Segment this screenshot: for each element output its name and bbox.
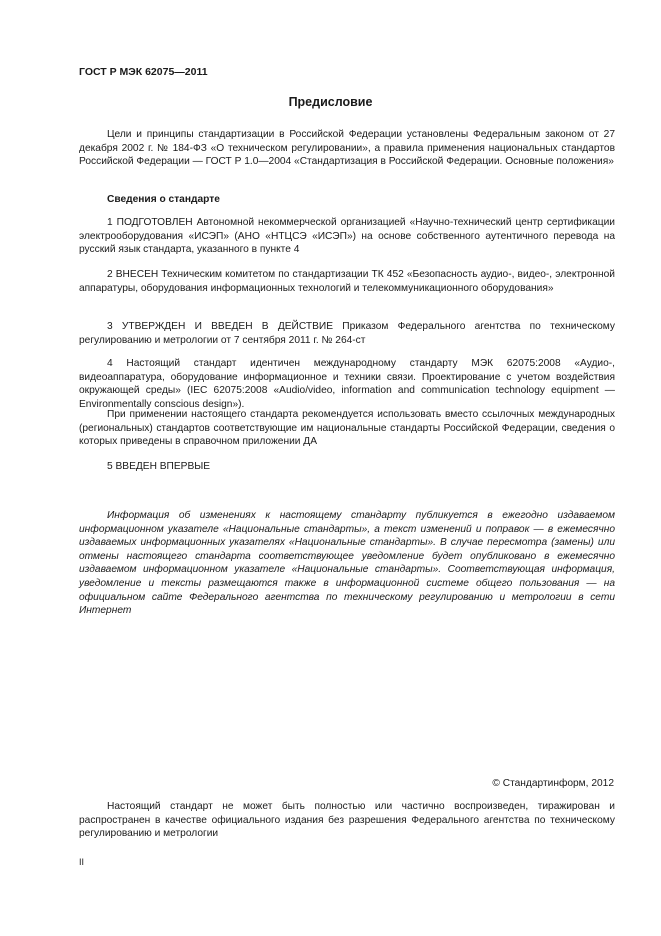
item-4-note-paragraph: При применении настоящего стандарта рекомендуется использовать вместо ссылочных международных (региональных) стандартов соответствующие им национальные стандарты Российской Федерации, сведения о которых приведены в справочном приложении ДА — [79, 409, 615, 448]
item-1-paragraph: 1 ПОДГОТОВЛЕН Автономной некоммерческой организацией «Научно-технический центр сертификации электрооборудования «ИСЭП» (АНО «НТЦСЭ «ИСЭП») на основе собственного аутентичного перевода на русский язык стандарта, указанного в пункте 4 — [79, 217, 615, 256]
notice-paragraph: Информация об изменениях к настоящему стандарту публикуется в ежегодно издаваемом информационном указателе «Национальные стандарты», а текст изменений и поправок — в ежемесячно издаваемых информационных указателях «Национальные стандарты». В случае пересмотра (замены) или отмены настоящего стандарта соответствующее уведомление будет опубликовано в ежемесячно издаваемом информационном указателе «Национальные стандарты». Соответствующая информация, уведомление и тексты размещаются также в информационной системе общего пользования — на официальном сайте Федерального агентства по техническому регулированию и метрологии в сети Интернет — [79, 510, 615, 617]
item-3-paragraph: 3 УТВЕРЖДЕН И ВВЕДЕН В ДЕЙСТВИЕ Приказом Федерального агентства по техническому регулированию и метрологии от 7 сентября 2011 г. № 264-ст — [79, 321, 615, 346]
page-title: Предисловие — [288, 95, 373, 109]
item-4-paragraph: 4 Настоящий стандарт идентичен международному стандарту МЭК 62075:2008 «Аудио-, видеоаппаратура, оборудование информационное и техники связи. Проектирование с учетом воздействия окружающей среды» (IEC 62075:2008 «Audio/video, information and communication technology equipment — Environmentally conscious design»). — [79, 358, 615, 410]
item-5-paragraph: 5 ВВЕДЕН ВПЕРВЫЕ — [107, 461, 211, 472]
reproduction-paragraph: Настоящий стандарт не может быть полностью или частично воспроизведен, тиражирован и распространен в качестве официального издания без разрешения Федерального агентства по техническому регулированию и метрологии — [79, 801, 615, 840]
page-number: II — [79, 857, 85, 867]
copyright-line: © Стандартинформ, 2012 — [492, 778, 614, 789]
document-header: ГОСТ Р МЭК 62075—2011 — [79, 66, 208, 78]
intro-paragraph: Цели и принципы стандартизации в Российской Федерации установлены Федеральным законом от 27 декабря 2002 г. № 184-ФЗ «О техническом регулировании», а правила применения национальных стандартов Российской Федерации — ГОСТ Р 1.0—2004 «Стандартизация в Российской Федерации. Основные положения» — [79, 129, 615, 168]
info-heading: Сведения о стандарте — [107, 194, 220, 205]
item-2-paragraph: 2 ВНЕСЕН Техническим комитетом по стандартизации ТК 452 «Безопасность аудио-, видео-, электронной аппаратуры, оборудования информационных технологий и телекоммуникационного оборудования» — [79, 269, 615, 294]
